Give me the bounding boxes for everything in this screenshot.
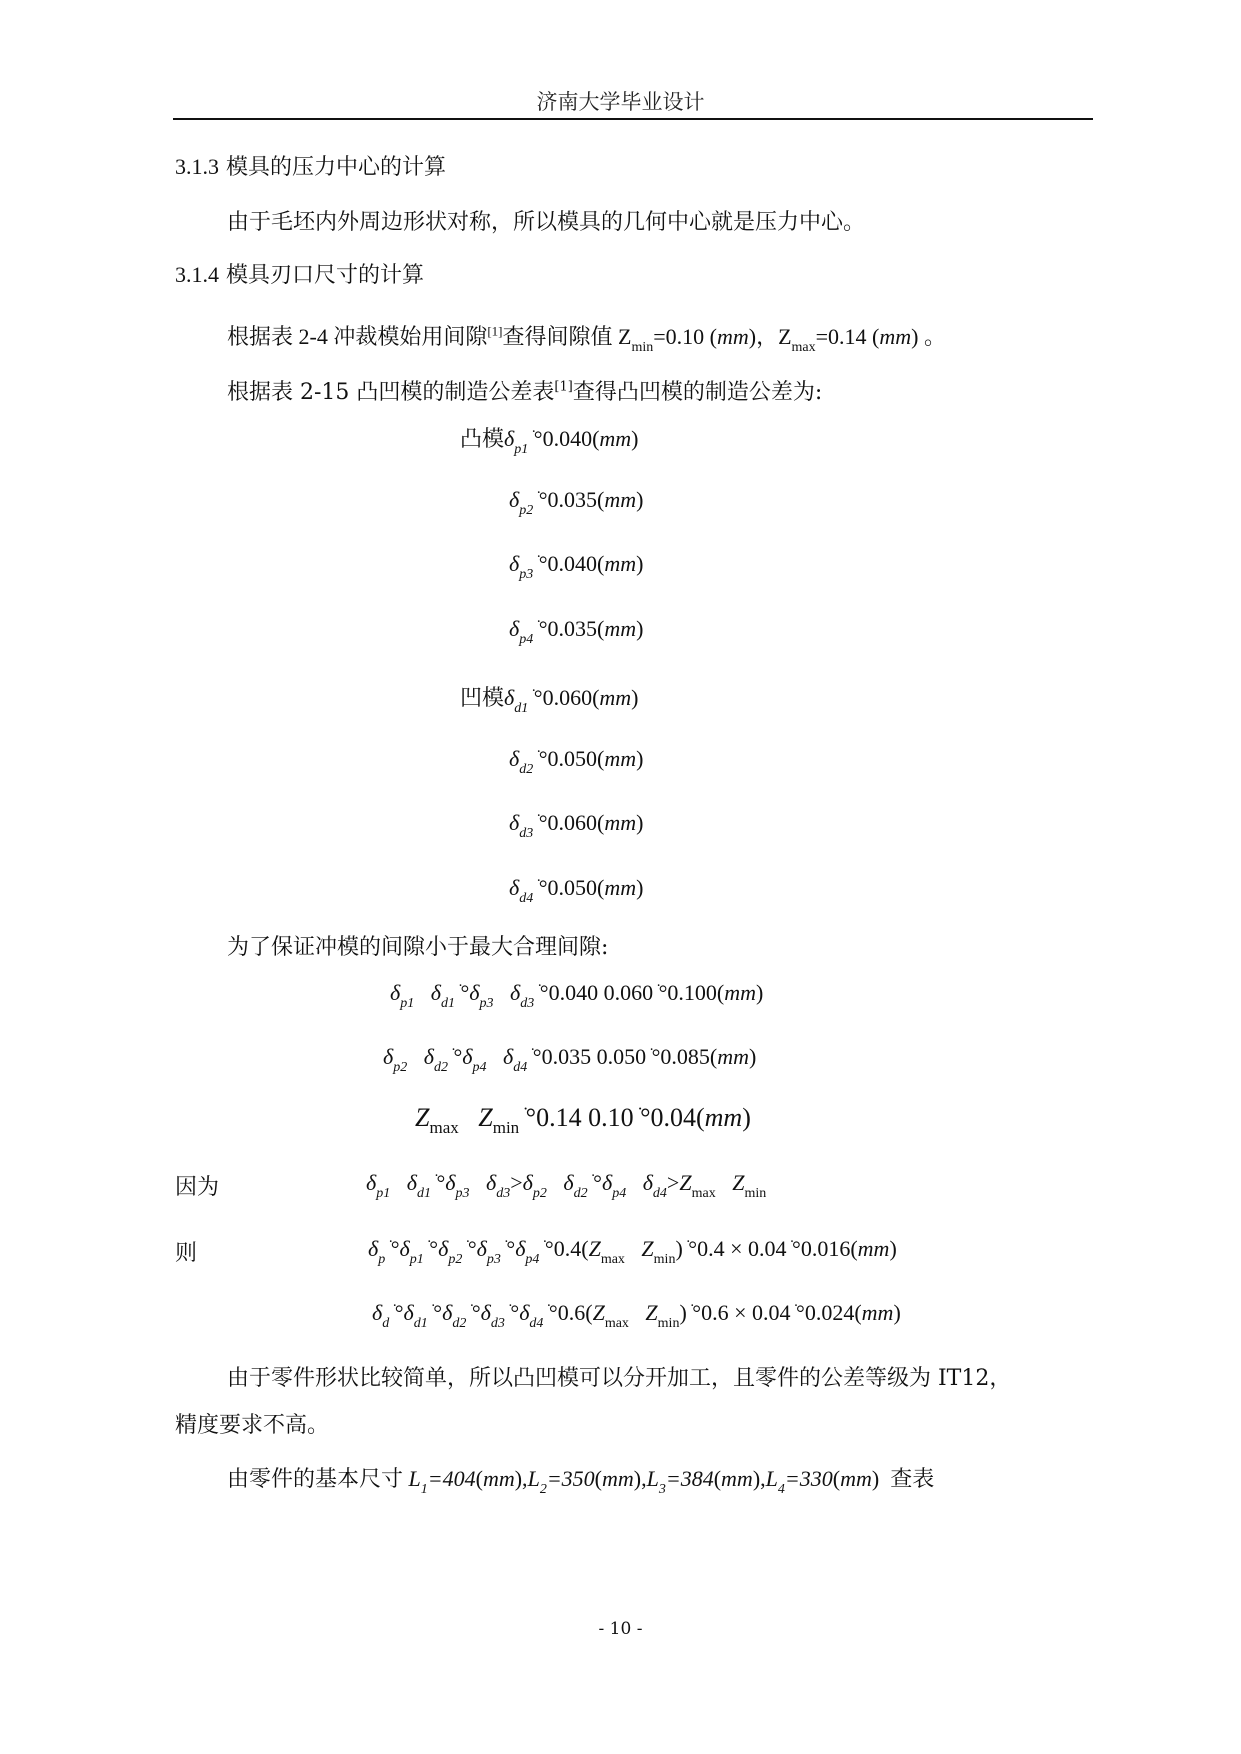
tolerance-value: 0.040 <box>542 426 593 451</box>
tolerance-value: 0.050 <box>547 746 598 771</box>
tolerance-value: 0.040 <box>547 551 598 576</box>
subscript: min <box>631 340 654 355</box>
para-text: 由零件的基本尺寸 <box>227 1466 404 1491</box>
section-3-1-4-heading <box>175 258 424 289</box>
clearance-guarantee-text: 为了保证冲模的间隙小于最大合理间隙: <box>227 935 609 960</box>
para-text: 查得间隙值 Z <box>502 324 632 349</box>
tolerance-row: $\delta_{d2}$ ׂ°0.050(mm) <box>509 746 644 777</box>
eq-result: 0.085 <box>660 1044 710 1069</box>
tolerance-value: 0.035 <box>547 487 598 512</box>
section-3-1-3-heading <box>175 150 446 181</box>
value: =0.14 ( <box>815 324 880 349</box>
unit: mm <box>879 324 912 349</box>
tolerance-row: $\delta_{p2}$ ׂ°0.035(mm) <box>509 487 644 518</box>
section-number: 3.1.3 <box>175 154 219 179</box>
punch-label: 凸模 <box>460 427 505 452</box>
citation: [1] <box>554 379 573 395</box>
para-text: )，Z <box>748 324 792 349</box>
simple-shape-line-1: 由于零件形状比较简单，所以凸凹模可以分开加工，且零件的公差等级为 IT12， <box>227 1366 1012 1391</box>
value: =0.10 ( <box>653 324 717 349</box>
then-equation-punch: $\delta_p$ $ׂ^\circ\delta_{p1}$ $ׂ^\circ\delta_{p2}$ $ׂ^\circ\delta_{p3}$ $ׂ^\circ\delta_{p4}$ $ׂ^\circ 0.4(Z_{max}$ $Z_{min}$) ׂ°0.4 × 0.04 ׂ°0.016(mm) <box>368 1236 897 1267</box>
then-equation-die: $\delta_d$ $ׂ^\circ\delta_{d1}$ $ׂ^\circ\delta_{d2}$ $ׂ^\circ\delta_{d3}$ $ׂ^\circ\delta_{d4}$ $ׂ^\circ 0.6(Z_{max}$ $Z_{min}$) ׂ°0.6 × 0.04 ׂ°0.024(mm) <box>372 1300 901 1331</box>
unit: mm <box>716 324 749 349</box>
tolerance-row: $\delta_{p4}$ ׂ°0.035(mm) <box>509 616 644 647</box>
page-header: 济南大学毕业设计 <box>536 90 705 114</box>
eq-result: 0.100 <box>667 980 717 1005</box>
tolerance-value: 0.060 <box>547 810 598 835</box>
header-rule <box>173 118 1093 120</box>
para-text: 根据表 2-15 凸凹模的制造公差表 <box>227 380 555 405</box>
tolerance-row: 凹模$\delta_{d1}$ ׂ°0.060(mm) <box>460 685 639 716</box>
because-label: 因为 <box>175 1175 220 1200</box>
tolerance-lookup-paragraph <box>227 375 822 406</box>
eq-values: 0.14 0.10 <box>536 1103 634 1132</box>
because-equation: $\delta_{p1}$ $\delta_{d1}$ $ׂ^\circ\delta_{p3}$ $\delta_{d3}>\delta_{p2}$ $\delta_{d2}$ $ׂ^\circ\delta_{p4}$ $\delta_{d4}>Z_{max}$ $Z_{min}$ <box>366 1170 767 1201</box>
tolerance-value: 0.060 <box>542 685 593 710</box>
tolerance-row: $\delta_{d3}$ ׂ°0.060(mm) <box>509 810 644 841</box>
para-text: 根据表 2-4 冲裁模始用间隙 <box>227 324 488 349</box>
citation: [1] <box>487 323 503 339</box>
then-label: 则 <box>175 1241 198 1266</box>
section-3-1-3-body: 由于毛坯内外周边形状对称，所以模具的几何中心就是压力中心。 <box>227 210 866 235</box>
section-title: 模具刃口尺寸的计算 <box>226 263 425 288</box>
subscript: max <box>791 340 816 355</box>
para-text: ) 。 <box>911 324 946 349</box>
equation-row-3: $Z_{max}$ $Z_{min}$ ׂ°0.14 0.10 ׂ°0.04(mm) <box>415 1103 751 1137</box>
equation-row-1: $\delta_{p1}$ $\delta_{d1}$ $ׂ^\circ\delta_{p3}$ $\delta_{d3}$ ׂ°0.040 0.060 ׂ°0.100(mm) <box>390 980 764 1011</box>
die-label: 凹模 <box>460 686 505 711</box>
basic-size-paragraph: 由零件的基本尺寸 $L_1=404(mm),L_2=350(mm),L_3=384(mm),L_4=330(mm)$ 查表 <box>227 1466 935 1497</box>
tolerance-value: 0.050 <box>547 875 598 900</box>
eq-values: 0.035 0.050 <box>541 1044 647 1069</box>
page-number: - 10 - <box>598 1619 643 1639</box>
para-text: 查得凸凹模的制造公差为: <box>572 380 823 405</box>
equation-row-2: $\delta_{p2}$ $\delta_{d2}$ $ׂ^\circ\delta_{p4}$ $\delta_{d4}$ ׂ°0.035 0.050 ׂ°0.085(mm) <box>383 1044 757 1075</box>
section-number: 3.1.4 <box>175 262 219 287</box>
section-title: 模具的压力中心的计算 <box>226 155 447 180</box>
para-text: 查表 <box>890 1466 935 1491</box>
tolerance-row: 凸模$\delta_{p1}$ ׂ°0.040(mm) <box>460 426 639 457</box>
clearance-lookup-paragraph <box>227 320 946 356</box>
simple-shape-line-2: 精度要求不高。 <box>175 1413 330 1438</box>
tolerance-value: 0.035 <box>547 616 598 641</box>
tolerance-row: $\delta_{d4}$ ׂ°0.050(mm) <box>509 875 644 906</box>
eq-values: 0.040 0.060 <box>548 980 654 1005</box>
tolerance-row: $\delta_{p3}$ ׂ°0.040(mm) <box>509 551 644 582</box>
eq-result: 0.04 <box>650 1103 696 1132</box>
